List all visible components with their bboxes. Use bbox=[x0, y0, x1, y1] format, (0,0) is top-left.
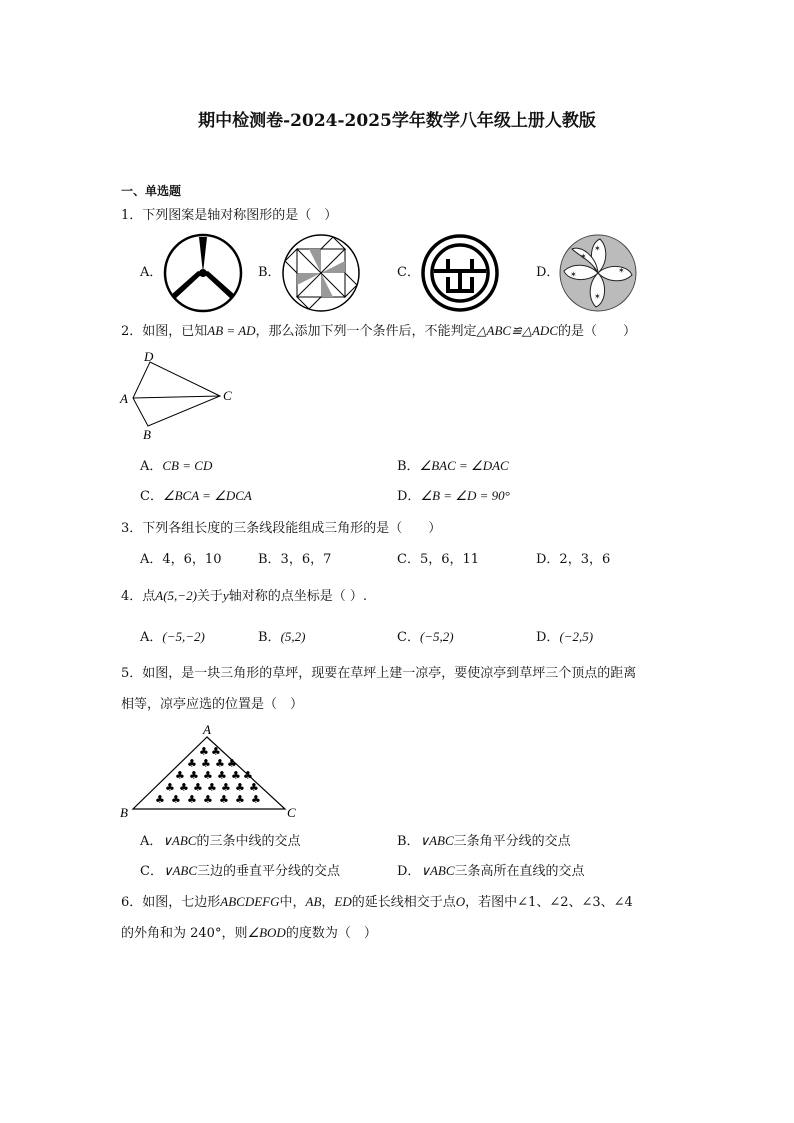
q2-stem-pre: 2．如图，已知 bbox=[121, 324, 208, 339]
q2-option-c-label: C． bbox=[140, 489, 163, 504]
svg-text:✶: ✶ bbox=[618, 266, 625, 275]
q6-angle: ∠BOD bbox=[247, 925, 286, 940]
q2-option-b bbox=[397, 458, 509, 475]
q6-polygon: ABCDEFG bbox=[220, 894, 280, 909]
svg-text:♣: ♣ bbox=[235, 793, 245, 806]
q4-option-d-label: D． bbox=[536, 630, 560, 645]
q4-option-d bbox=[536, 629, 593, 646]
q5-option-d bbox=[397, 863, 585, 880]
q1-option-d-figure bbox=[558, 233, 638, 313]
q5-option-d-text: 三条高所在直线的交点 bbox=[454, 864, 585, 879]
q4-option-b bbox=[258, 629, 305, 646]
q2-option-c bbox=[140, 488, 252, 505]
svg-text:♣: ♣ bbox=[175, 769, 185, 782]
q2-option-d bbox=[397, 488, 510, 505]
q5-option-a-text: 的三条中线的交点 bbox=[196, 834, 301, 849]
q5-label-b: B bbox=[120, 805, 128, 820]
svg-text:♣: ♣ bbox=[249, 781, 259, 794]
q6-stem-b: ， bbox=[321, 895, 335, 910]
q2-stem bbox=[121, 323, 636, 340]
q2-option-a-label: A． bbox=[140, 459, 163, 474]
q5-stem-line1: 5．如图，是一块三角形的草坪，现要在草坪上建一凉亭，要使凉亭到草坪三个顶点的距离 bbox=[121, 666, 637, 681]
q4-option-c-text: (−5,2) bbox=[419, 629, 454, 644]
q1-option-b-label: B． bbox=[258, 265, 281, 280]
q5-option-a-triangle: ∨ABC bbox=[162, 833, 197, 848]
q5-option-c-triangle: ∨ABC bbox=[162, 863, 198, 878]
q5-option-a-label: A． bbox=[140, 834, 163, 849]
q1-option-b-figure bbox=[281, 233, 361, 313]
svg-text:♣: ♣ bbox=[201, 757, 211, 770]
svg-text:♣: ♣ bbox=[193, 781, 203, 794]
svg-text:♣: ♣ bbox=[155, 793, 165, 806]
q4-stem-pre: 4．点 bbox=[121, 589, 156, 604]
q5-label-a: A bbox=[203, 722, 211, 737]
q5-option-c-label: C． bbox=[140, 864, 163, 879]
q2-label-c: C bbox=[223, 388, 232, 403]
svg-text:♣: ♣ bbox=[231, 769, 241, 782]
q3-stem: 3．下列各组长度的三条线段能组成三角形的是（ ） bbox=[121, 521, 442, 536]
svg-text:♣: ♣ bbox=[187, 793, 197, 806]
q2-congruence: △ABC≌△ADC bbox=[476, 323, 558, 338]
svg-text:♣: ♣ bbox=[187, 757, 197, 770]
svg-text:♣: ♣ bbox=[235, 781, 245, 794]
q1-option-d-label: D． bbox=[536, 265, 560, 280]
q5-option-b-text: 三条角平分线的交点 bbox=[453, 834, 571, 849]
svg-text:♣: ♣ bbox=[207, 781, 217, 794]
q4-option-b-label: B． bbox=[258, 630, 281, 645]
q4-option-d-text: (−2,5) bbox=[559, 629, 594, 644]
q4-option-a-label: A． bbox=[140, 630, 163, 645]
page-title: 期中检测卷-2024-2025学年数学八年级上册人教版 bbox=[198, 111, 596, 131]
svg-text:♣: ♣ bbox=[199, 745, 209, 758]
q4-option-b-text: (5,2) bbox=[280, 629, 306, 644]
q2-figure bbox=[115, 350, 245, 445]
svg-text:✶: ✶ bbox=[580, 252, 587, 261]
svg-text:♣: ♣ bbox=[243, 769, 253, 782]
q3-option-d: D．2，3，6 bbox=[536, 552, 611, 567]
q2-label-a: A bbox=[120, 391, 128, 406]
q6-stem-d: ，若图中∠1、∠2、∠3、∠4 bbox=[465, 895, 633, 910]
svg-text:♣: ♣ bbox=[251, 793, 261, 806]
svg-text:♣: ♣ bbox=[203, 793, 213, 806]
q6-stem-line2 bbox=[121, 925, 377, 942]
q4-axis: y bbox=[222, 588, 229, 603]
q4-stem bbox=[121, 588, 367, 605]
q3-option-a: A．4，6，10 bbox=[140, 552, 222, 567]
q5-figure bbox=[115, 721, 305, 821]
q6-stem-line2-post: 的度数为（ ） bbox=[285, 926, 377, 941]
svg-text:♣: ♣ bbox=[219, 793, 229, 806]
q6-stem-pre: 6．如图，七边形 bbox=[121, 895, 221, 910]
q3-option-b: B．3，6，7 bbox=[258, 552, 332, 567]
q5-option-d-triangle: ∨ABC bbox=[420, 863, 455, 878]
svg-text:♣: ♣ bbox=[217, 769, 227, 782]
q2-option-c-text: ∠BCA = ∠DCA bbox=[162, 488, 252, 503]
q2-option-a bbox=[140, 458, 212, 475]
q4-option-a-text: (−5,−2) bbox=[162, 629, 205, 644]
q5-label-c: C bbox=[287, 805, 296, 820]
q6-stem-line2-pre: 的外角和为 240°，则 bbox=[121, 926, 248, 941]
q2-stem-post: 的是（ ） bbox=[558, 324, 637, 339]
svg-text:♣: ♣ bbox=[227, 757, 237, 770]
q2-stem-mid: ，那么添加下列一个条件后，不能判定 bbox=[255, 324, 477, 339]
q6-stem-a: 中， bbox=[279, 895, 306, 910]
q2-label-b: B bbox=[143, 427, 151, 442]
q1-option-c-label: C． bbox=[397, 265, 420, 280]
q6-segment-ed: ED bbox=[334, 894, 352, 909]
q5-option-a bbox=[140, 833, 300, 850]
svg-text:✶: ✶ bbox=[570, 270, 577, 279]
q2-option-a-text: CB = CD bbox=[162, 458, 213, 473]
svg-text:♣: ♣ bbox=[221, 781, 231, 794]
q5-option-b-triangle: ∨ABC bbox=[419, 833, 454, 848]
svg-text:♣: ♣ bbox=[171, 793, 181, 806]
q4-option-a bbox=[140, 629, 205, 646]
q6-stem-c: 的延长线相交于点 bbox=[351, 895, 456, 910]
q2-option-d-text: ∠B = ∠D = 90° bbox=[420, 488, 510, 503]
q2-condition: AB = AD bbox=[207, 323, 256, 338]
svg-text:♣: ♣ bbox=[215, 757, 225, 770]
q2-option-b-label: B． bbox=[397, 459, 420, 474]
q2-option-b-text: ∠BAC = ∠DAC bbox=[419, 458, 509, 473]
svg-text:♣: ♣ bbox=[189, 769, 199, 782]
q4-stem-mid: 关于 bbox=[196, 589, 223, 604]
q6-point-o: O bbox=[455, 894, 466, 909]
q5-stem-line2: 相等，凉亭应选的位置是（ ） bbox=[121, 697, 304, 712]
q2-label-d: D bbox=[144, 350, 154, 364]
q1-option-a-label: A． bbox=[140, 265, 163, 280]
q5-option-d-label: D． bbox=[397, 864, 421, 879]
q6-segment-ab: AB bbox=[305, 894, 322, 909]
q4-stem-post: 轴对称的点坐标是（ ）. bbox=[228, 589, 367, 604]
q4-point: A(5,−2) bbox=[155, 588, 197, 603]
svg-text:✶: ✶ bbox=[594, 292, 601, 301]
q3-option-c: C．5，6，11 bbox=[397, 552, 480, 567]
svg-text:✶: ✶ bbox=[594, 244, 601, 253]
q5-option-b bbox=[397, 833, 571, 850]
q1-option-a-figure bbox=[163, 233, 243, 313]
svg-text:♣: ♣ bbox=[211, 745, 221, 758]
q2-option-d-label: D． bbox=[397, 489, 421, 504]
q6-stem-line1 bbox=[121, 894, 633, 911]
q1-option-c-figure bbox=[420, 233, 500, 313]
q4-option-c-label: C． bbox=[397, 630, 420, 645]
section-heading: 一、单选题 bbox=[121, 184, 182, 198]
svg-text:♣: ♣ bbox=[203, 769, 213, 782]
q5-option-b-label: B． bbox=[397, 834, 420, 849]
q4-option-c bbox=[397, 629, 454, 646]
q5-option-c-text: 三边的垂直平分线的交点 bbox=[197, 864, 341, 879]
q1-stem: 1．下列图案是轴对称图形的是（ ） bbox=[121, 208, 338, 223]
q5-option-c bbox=[140, 863, 340, 880]
svg-text:♣: ♣ bbox=[179, 781, 189, 794]
svg-text:♣: ♣ bbox=[165, 781, 175, 794]
